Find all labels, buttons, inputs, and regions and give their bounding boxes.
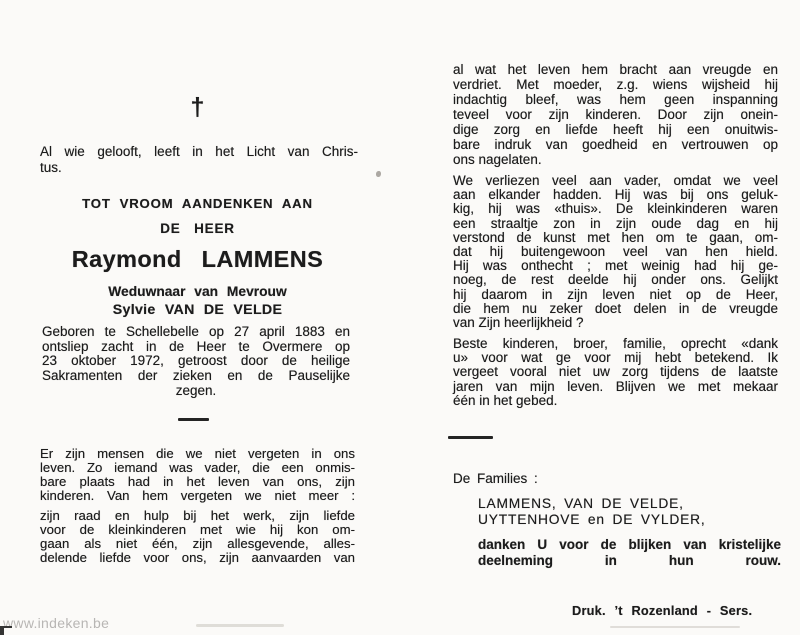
title-heading: DE HEER xyxy=(160,221,235,236)
printer-credit: Druk. ’t Rozenland - Sers. xyxy=(572,603,753,618)
cross-icon: † xyxy=(190,93,205,121)
thanks-paragraph: danken U voor de blijken van kristelijke deelneming in hun rouw. xyxy=(478,537,781,568)
memorial-paragraph-1: Er zijn mensen die we niet vergeten in ons leven. Zo iemand was vader, die een onmis- bare plaats had in het leven van ons, zijn kinderen. Van hem vergeten we niet meer : xyxy=(40,446,355,503)
tribute-paragraph-1: al wat het leven hem bracht aan vreugde en verdriet. Met moeder, z.g. wiens wijsheid hij indachtig bleef, was hem geen inspanning teveel voor zijn kinderen. Door zijn onein- dige zorg en liefde heeft hij een onuitwis- bare indruk van goedheid en vertrouwen op ons nagelaten. xyxy=(453,62,778,167)
dedication-heading: TOT VROOM AANDENKEN AAN xyxy=(82,196,313,211)
life-dates-paragraph: Geboren te Schellebelle op 27 april 1883 en ontsliep zacht in de Heer te Overmere op 23 oktober 1972, getroost door de heilige Sakramenten der zieken en de Pauselijke zegen. xyxy=(42,324,350,398)
motto-text: Al wie gelooft, leeft in het Licht van Chris- tus. xyxy=(40,144,358,175)
section-divider xyxy=(448,436,493,439)
widower-line: Weduwnaar van Mevrouw xyxy=(108,284,287,299)
family-names: LAMMENS, VAN DE VELDE, UYTTENHOVE en DE VYLDER, xyxy=(478,496,706,528)
memorial-paragraph-2: zijn raad en hulp bij het werk, zijn liefde voor de kleinkinderen met wie hij kon om- gaan als niet één, zijn allesgevende, alles- delende liefde voor ons, zijn aanvaarden van xyxy=(40,508,355,565)
spouse-name: Sylvie VAN DE VELDE xyxy=(112,302,283,318)
scan-smudge xyxy=(610,626,740,628)
tribute-paragraph-3: Beste kinderen, broer, familie, oprecht «dank u» voor wat ge voor mij hebt betekend. Ik vergeet vooral niet uw zorg tijdens de laatste jaren van mijn leven. Blijven we met mekaar één in het gebed. xyxy=(453,336,778,408)
watermark: www.indeken.be xyxy=(3,615,110,631)
tribute-paragraph-2: We verliezen veel aan vader, omdat we veel aan elkander hadden. Hij was bij ons geluk- kig, hij was «thuis». De kleinkinderen waren een straaltje zon in zijn oude dag en hij verstond de kunst met hen om te gaan, om- dat hij buitengewoon veel van hen hield. Hij was onthecht ; met weinig had hij ge- noeg, de rest deelde hij onder ons. Gelijkt hij daarom in zijn leven niet op de Heer, die hem nu zeker doet delen in de vreugde van Zijn heerlijkheid ? xyxy=(453,173,778,331)
scan-speck xyxy=(376,171,381,177)
scan-smudge xyxy=(196,624,284,627)
deceased-name: Raymond LAMMENS xyxy=(71,246,324,272)
section-divider xyxy=(178,418,209,421)
scan-corner-artifact xyxy=(0,626,12,635)
families-label: De Families : xyxy=(453,471,538,486)
